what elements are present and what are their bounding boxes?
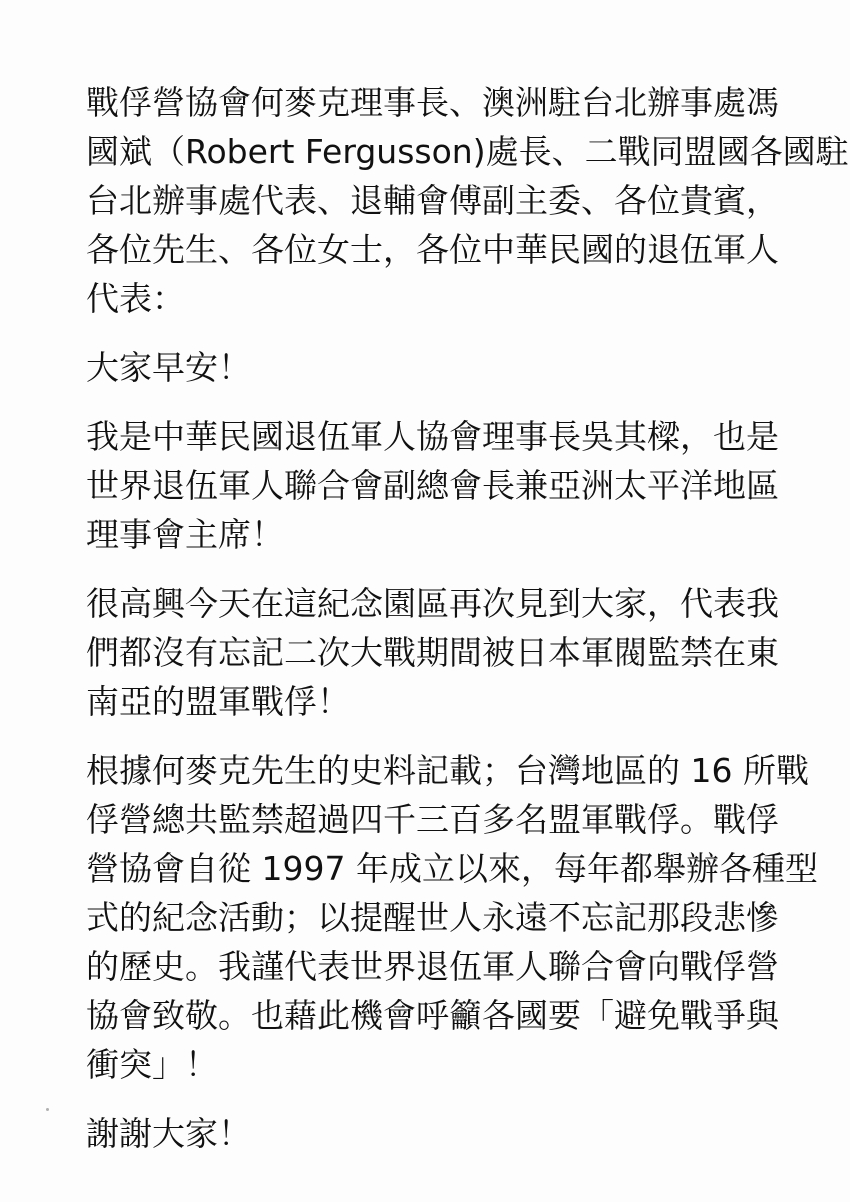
introduction-paragraph: [86, 412, 779, 559]
greeting-paragraph: [86, 343, 766, 392]
text-line: 我是中華民國退伍軍人協會理事長吳其樑，也是: [86, 417, 779, 456]
text-line: 國斌（Robert Fergusson)處長、二戰同盟國各國駐: [86, 132, 849, 171]
scan-speck: [46, 1108, 49, 1111]
text-line: 協會致敬。也藉此機會呼籲各國要「避免戰爭與: [86, 996, 779, 1035]
closing-paragraph: [86, 1109, 766, 1158]
history-paragraph: [86, 746, 818, 1089]
text-line: 根據何麥克先生的史料記載；台灣地區的 16 所戰: [86, 751, 809, 790]
remembrance-paragraph: [86, 579, 779, 726]
text-line: 代表：: [86, 279, 185, 318]
text-line: 大家早安！: [86, 348, 251, 387]
salutation-paragraph: [86, 78, 849, 323]
text-line: 們都沒有忘記二次大戰期間被日本軍閥監禁在東: [86, 633, 779, 672]
text-line: 俘營總共監禁超過四千三百多名盟軍戰俘。戰俘: [86, 800, 779, 839]
text-line: 衝突」！: [86, 1045, 218, 1084]
speech-body: [86, 78, 849, 1178]
text-line: 世界退伍軍人聯合會副總會長兼亞洲太平洋地區: [86, 466, 779, 505]
text-line: 的歷史。我謹代表世界退伍軍人聯合會向戰俘營: [86, 947, 779, 986]
text-line: 戰俘營協會何麥克理事長、澳洲駐台北辦事處馮: [86, 83, 779, 122]
text-line: 各位先生、各位女士，各位中華民國的退伍軍人: [86, 230, 779, 269]
text-line: 台北辦事處代表、退輔會傅副主委、各位貴賓，: [86, 181, 779, 220]
text-line: 南亞的盟軍戰俘！: [86, 682, 350, 721]
text-line: 很高興今天在這紀念園區再次見到大家，代表我: [86, 584, 779, 623]
text-line: 理事會主席！: [86, 515, 284, 554]
text-line: 謝謝大家！: [86, 1114, 251, 1153]
text-line: 式的紀念活動；以提醒世人永遠不忘記那段悲慘: [86, 898, 779, 937]
text-line: 營協會自從 1997 年成立以來，每年都舉辦各種型: [86, 849, 818, 888]
